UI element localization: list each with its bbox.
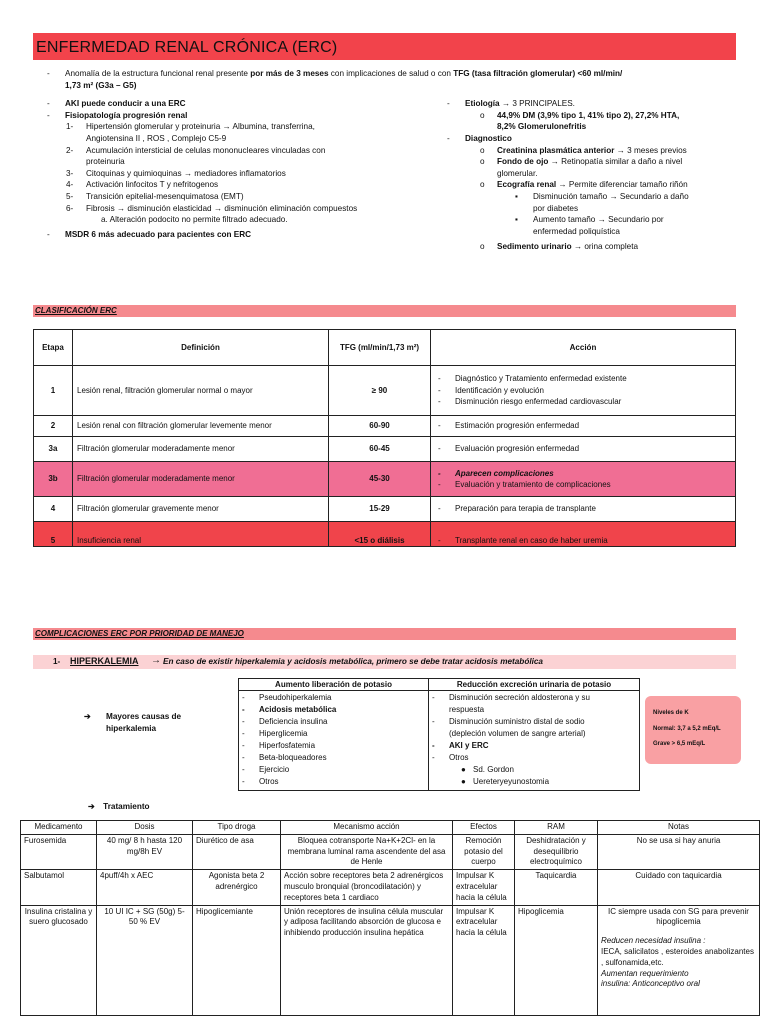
eco-sub-1: ▪ Disminución tamaño → Secundario a daño por diabetes <box>515 192 689 213</box>
clasif-heading: CLASIFICACIÓN ERC <box>35 306 117 315</box>
clasif-row: 3a Filtración glomerular moderadamente menor 60-45 - Evaluación progresión enfermedad <box>34 437 736 462</box>
fisio-item: Angiotensina II , ROS , Complejo C5-9 <box>86 133 227 143</box>
page-title: ENFERMEDAD RENAL CRÓNICA (ERC) <box>36 39 338 56</box>
complic-heading-bar <box>33 628 736 640</box>
causas-table: Aumento liberación de potasio Reducción excreción urinaria de potasio - Pseudohiperkalemia - Acidosis metabólica - Deficiencia insulina - Hiperglicemia - Hiperfosfatemia - Beta-bloqueadores - Ejercicio - Otros - Disminución secreción aldosterona y su respuesta - Disminución suministro distal de sodio (depleción volumen de sangre arterial) - AKI y ERC - Otros ● Sd. Gordon ● Uereteryeyunostomia <box>238 678 640 791</box>
fisio-item: 4- Activación linfocitos T y nefritogenos <box>66 180 219 190</box>
fisio-item: proteinuria <box>86 157 125 167</box>
tx-header-row: Medicamento Dosis Tipo droga Mecanismo acción Efectos RAM Notas <box>21 821 760 835</box>
fisio-list <box>47 121 427 226</box>
hk-label: HIPERKALEMIA <box>70 656 139 666</box>
title-bar <box>33 33 736 60</box>
fisio-item: 1- Hipertensión glomerular y proteinuria → Albumina, transferrina, <box>66 122 315 132</box>
diag-eco: o Ecografía renal → Permite diferenciar tamaño riñón <box>480 180 688 190</box>
hk-note: En caso de existir hiperkalemia y acidosis metabólica, primero se debe tratar acidosis metabólica <box>163 657 543 666</box>
niveles-k-box: Niveles de K Normal: 3,7 a 5,2 mEq/L Grave > 6,5 mEq/L <box>645 696 741 764</box>
tratamiento-label: ➔ Tratamiento <box>88 802 150 811</box>
causas-label: ➔ Mayores causas de hiperkalemia <box>84 712 182 733</box>
diag-sed: o Sedimento urinario → orina completa <box>480 241 639 251</box>
clasif-header-row: Etapa Definición TFG (ml/min/1,73 m²) Acción <box>34 330 736 366</box>
tx-row: Insulina cristalina y suero glucosado 10 UI IC + SG (50g) 5-50 % EV Hipoglicemiante Unión receptores de insulina célula muscular y adiposa facilitando absorción de glucosa e inhibiendo producción insulina hepática Impulsar K extracelular hacia la célula Hipoglicemia IC siempre usada con SG para prevenir hipoglicemia Reducen necesidad insulina : IECA, salicilatos , esteroides anabolizantes , sulfonamida,etc. Aumentan requerimiento insulina: Anticonceptivo oral <box>21 905 760 1015</box>
fisio-item: 6- Fibrosis → disminución elasticidad → disminución eliminación compuestos <box>66 203 358 213</box>
tx-row: Furosemida 40 mg/ 8 h hasta 120 mg/8h EV Diurético de asa Bloquea cotransporte Na+K+2Cl- en la membrana luminal rama ascendente del asa de Henle Remoción potasio del cuerpo Deshidratación y desequilibrio electroquímico No se usa si hay anuria <box>21 834 760 869</box>
fisio-item: 5- Transición epitelial-mesenquimatosa (EMT) <box>66 192 244 202</box>
diag-fondo: o Fondo de ojo → Retinopatía similar a daño a nivel glomerular. <box>480 157 683 178</box>
diag-creat: o Creatinina plasmática anterior → 3 meses previos <box>480 145 687 155</box>
eco-sub-2: ▪ Aumento tamaño → Secundario por enfermedad poliquística <box>515 215 664 237</box>
fisio-heading: Fisiopatología progresión renal <box>65 110 188 120</box>
intro-right: - Etiología → 3 PRINCIPALES. o 44,9% DM (3,9% tipo 1, 41% tipo 2), 27,2% HTA, 8,2% Glomerulonefritis - Diagnostico o Creatinina plasmática anterior → 3 meses previos o Fondo de ojo → Retinopatía similar a daño a nivel glomerular. o Ecografía renal → Permite diferenciar tamaño riñón ▪ Disminución tamaño → Secundario a daño por diabetes ▪ Aumento tamaño → Secundario por enfermedad poliquística o Sedimento urinario → orina completa <box>447 98 737 252</box>
clasif-row-5: 5 Insuficiencia renal <15 o diálisis - Transplante renal en caso de haber uremia <box>34 522 736 547</box>
tx-table <box>20 820 760 1016</box>
clasif-row: 1 Lesión renal, filtración glomerular normal o mayor ≥ 90 - Diagnóstico y Tratamiento enfermedad existente - Identificación y evolución - Disminución riesgo enfermedad cardiovascular <box>34 366 736 416</box>
intro-definition: - Anomalía de la estructura funcional renal presente por más de 3 meses con implicaciones de salud o con TFG (tasa filtración glomerular) <60 ml/min/ 1,73 m² (G3a – G5) <box>47 69 623 90</box>
hk-bar: 1- HIPERKALEMIA → En caso de existir hiperkalemia y acidosis metabólica, primero se debe tratar acidosis metabólica <box>33 655 736 669</box>
clasif-heading-bar <box>33 305 736 317</box>
fisio-item: 2- Acumulación intersticial de celulas mononucleares vinculadas con <box>66 145 326 155</box>
complic-heading: COMPLICACIONES ERC POR PRIORIDAD DE MANEJO <box>35 629 244 638</box>
msdr-line: MSDR 6 más adecuado para pacientes con ERC <box>65 230 252 240</box>
tx-row: Salbutamol 4puff/4h x AEC Agonista beta 2 adrenérgico Acción sobre receptores beta 2 adrenérgicos musculo bronquial (broncodilatación) y receptores beta 1 cardiaco Impulsar K extracelular hacia la célula Taquicardia Cuidado con taquicardia <box>21 870 760 905</box>
clasif-row: 4 Filtración glomerular gravemente menor 15-29 - Preparación para terapia de transplante <box>34 497 736 522</box>
clasif-row-3b: 3b Filtración glomerular moderadamente menor 45-30 - Aparecen complicaciones - Evaluación y tratamiento de complicaciones <box>34 462 736 497</box>
clasif-row: 2 Lesión renal con filtración glomerular levemente menor 60-90 - Estimación progresión enfermedad <box>34 416 736 437</box>
etio-sub: o 44,9% DM (3,9% tipo 1, 41% tipo 2), 27,2% HTA, 8,2% Glomerulonefritis <box>480 110 680 132</box>
aki-line: AKI puede conducir a una ERC <box>65 99 186 108</box>
fisio-item: 3- Citoquinas y quimioquinas → mediadores inflamatorios <box>66 168 286 178</box>
fisio-subitem: a. Alteración podocito no permite filtrado adecuado. <box>101 215 288 225</box>
diag-heading: Diagnostico <box>465 133 512 143</box>
intro-left: - AKI puede conducir a una ERC - Fisiopatología progresión renal 1- Hipertensión glomerular y proteinuria → Albumina, transferrina, Angiotensina II , ROS , Complejo C5-9 2- Acumulación intersticial de celulas mononucleares vinculadas con proteinuria 3- Citoquinas y quimioquinas → mediadores inflamatorios 4- Activación linfocitos T y nefritogenos 5- Transición epitelial-mesenquimatosa (EMT) 6- Fibrosis → disminución elasticidad → disminución eliminación compuestos a. Alteración podocito no permite filtrado adecuado. - MSDR 6 más adecuado para pacientes con ERC <box>47 98 427 241</box>
clasif-table <box>33 329 736 547</box>
